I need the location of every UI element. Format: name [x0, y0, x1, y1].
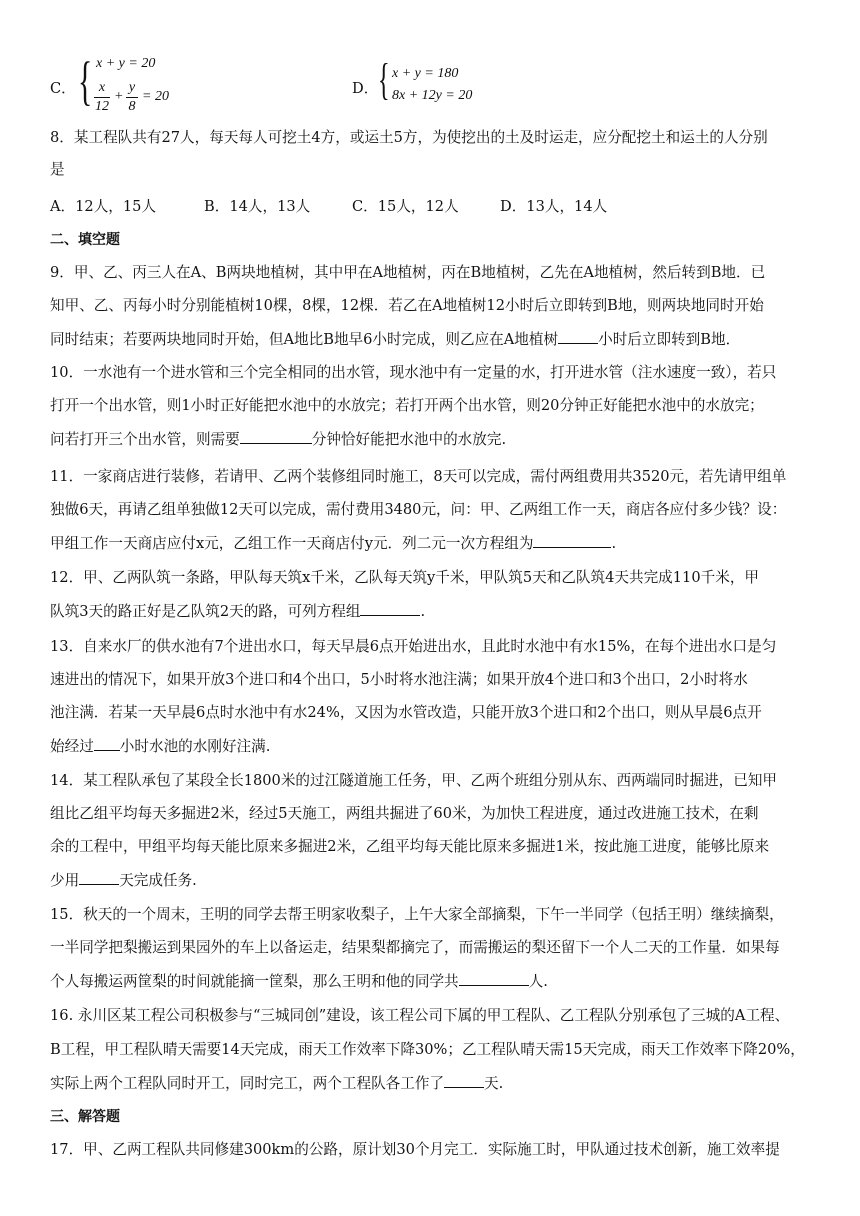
q10-line-1: 10．一水池有一个进水管和三个完全相同的出水管，现水池中有一定量的水，打开进水管（注水速度一致），若只	[50, 364, 777, 381]
q7-c-frac2-denominator: 8	[128, 99, 136, 114]
q11-answer-blank[interactable]	[533, 533, 611, 548]
q13-line-2: 速进出的情况下，如果开放3个进口和4个出口，5小时将水池注满；如果开放4个进口和3个出口，2小时将水	[50, 671, 748, 688]
q10-line-2: 打开一个出水管，则1小时正好能把水池中的水放完；若打开两个出水管，则20分钟正好能把水池中的水放完；	[50, 397, 764, 414]
q16-line-1: 16. 永川区某工程公司积极参与“三城同创”建设，该工程公司下属的甲工程队、乙工程队分别承包了三城的A工程、	[50, 1007, 790, 1024]
q7-c-frac1-numerator: x	[98, 80, 106, 95]
q14-line-4-tail: 天完成任务.	[119, 872, 197, 889]
q7-option-d-brace: {	[378, 55, 390, 104]
q14-line-4	[50, 870, 197, 891]
q8-line-2: 是	[50, 161, 65, 178]
q16-line-3-tail: 天.	[484, 1075, 504, 1092]
q7-option-c-plus: +	[114, 89, 124, 104]
q14-line-1: 14．某工程队承包了某段全长1800米的过江隧道施工任务，甲、乙两个班组分别从东、西两端同时掘进，已知甲	[50, 772, 778, 789]
q13-line-3: 池注满．若某一天早晨6点时水池中有水24%，又因为水管改造，只能开放3个进口和2个出口，则从早晨6点开	[50, 704, 762, 721]
q12-line-1: 12．甲、乙两队筑一条路，甲队每天筑x千米，乙队每天筑y千米，甲队筑5天和乙队筑4天共完成110千米，甲	[50, 569, 760, 586]
q7-option-c-equation-2-rhs: = 20	[142, 89, 169, 104]
q9-line-1: 9．甲、乙、丙三人在A、B两块地植树，其中甲在A地植树，丙在B地植树，乙先在A地植树，然后转到B地．已	[50, 264, 766, 281]
q13-line-4-tail: 小时水池的水刚好注满.	[119, 738, 271, 755]
q8-option-c: C．15人，12人	[352, 198, 459, 215]
q13-line-4-text: 始经过	[50, 738, 94, 755]
q7-c-frac1-denominator: 12	[95, 99, 109, 114]
q7-option-d-equation-2: 8x + 12y = 20	[392, 88, 473, 103]
q10-line-3-tail: 分钟恰好能把水池中的水放完.	[311, 431, 507, 448]
q7-option-c-label: C．	[50, 80, 76, 97]
section-answer-heading: 三、解答题	[50, 1109, 120, 1125]
q8-option-d: D．13人，14人	[500, 198, 608, 215]
q10-line-3	[50, 429, 506, 450]
q13-line-1: 13．自来水厂的供水池有7个进出水口，每天早晨6点开始进出水，且此时水池中有水15%，在每个进出水口是匀	[50, 638, 777, 655]
q16-line-3-text: 实际上两个工程队同时开工，同时完工，两个工程队各工作了	[50, 1075, 445, 1092]
q10-line-3-text: 问若打开三个出水管，则需要	[50, 431, 240, 448]
q9-line-3-tail: 小时后立即转到B地．	[598, 331, 741, 348]
q7-option-d-equation-1: x + y = 180	[392, 66, 459, 81]
q15-line-3-text: 个人每搬运两筐梨的时间就能摘一筐梨，那么王明和他的同学共	[50, 973, 459, 990]
q11-line-3-text: 甲组工作一天商店应付x元，乙组工作一天商店付y元．列二元一次方程组为	[50, 535, 534, 552]
q12-line-2-tail: .	[420, 603, 426, 620]
q15-line-2: 一半同学把梨搬运到果园外的车上以备运走，结果梨都摘完了，而需搬运的梨还留下一个人二天的工作量．如果每	[50, 939, 780, 956]
q7-c-frac2-numerator: y	[128, 80, 136, 95]
q9-line-3	[50, 329, 740, 350]
q8-option-b: B．14人，13人	[204, 198, 311, 215]
q14-line-4-text: 少用	[50, 872, 80, 889]
q8-option-a: A．12人，15人	[50, 198, 157, 215]
q11-line-3	[50, 533, 616, 554]
q14-line-2: 组比乙组平均每天多掘进2米，经过5天施工，两组共掘进了60米，为加快工程进度，通过改进施工技术，在剩	[50, 805, 759, 822]
q12-answer-blank[interactable]	[360, 601, 420, 616]
q15-line-1: 15．秋天的一个周末，王明的同学去帮王明家收梨子，上午大家全部摘梨，下午一半同学（包括王明）继续摘梨，	[50, 906, 784, 923]
q16-line-3	[50, 1073, 503, 1094]
q16-answer-blank[interactable]	[444, 1073, 484, 1088]
q11-line-1: 11．一家商店进行装修，若请甲、乙两个装修组同时施工，8天可以完成，需付两组费用共3520元，若先请甲组单	[50, 468, 787, 485]
q7-option-c-fraction-1	[94, 80, 110, 115]
q11-line-3-tail: .	[611, 535, 617, 552]
q7-option-c-equation-1: x + y = 20	[96, 56, 156, 71]
q7-option-c-fraction-2	[126, 80, 138, 115]
q7-option-c-brace: {	[78, 51, 93, 111]
q13-answer-blank[interactable]	[94, 736, 120, 751]
q14-answer-blank[interactable]	[79, 870, 119, 885]
q12-line-2-text: 队筑3天的路正好是乙队筑2天的路，可列方程组	[50, 603, 361, 620]
q15-line-3-tail: 人.	[528, 973, 548, 990]
q15-line-3	[50, 971, 548, 992]
q16-line-2: B工程，甲工程队晴天需要14天完成，雨天工作效率下降30%；乙工程队晴天需15天完成，雨天工作效率下降20%，	[50, 1041, 805, 1058]
q15-answer-blank[interactable]	[459, 971, 529, 986]
q8-line-1: 8．某工程队共有27人，每天每人可挖土4方，或运土5方，为使挖出的土及时运走，应分配挖土和运土的人分别	[50, 129, 768, 146]
section-fill-in-heading: 二、填空题	[50, 232, 120, 248]
q9-answer-blank[interactable]	[558, 329, 598, 344]
q9-line-2: 知甲、乙、丙每小时分别能植树10棵，8棵，12棵．若乙在A地植树12小时后立即转到B地，则两块地同时开始	[50, 297, 764, 314]
q13-line-4	[50, 736, 270, 757]
q7-option-d-label: D．	[352, 80, 379, 97]
q12-line-2	[50, 601, 425, 622]
q9-line-3-text: 同时结束；若要两块地同时开始，但A地比B地早6小时完成，则乙应在A地植树	[50, 331, 559, 348]
q14-line-3: 余的工程中，甲组平均每天能比原来多掘进2米，乙组平均每天能比原来多掘进1米，按此施工进度，能够比原来	[50, 838, 770, 855]
q17-line-1: 17．甲、乙两工程队共同修建300km的公路，原计划30个月完工．实际施工时，甲队通过技术创新，施工效率提	[50, 1141, 780, 1158]
q11-line-2: 独做6天，再请乙组单独做12天可以完成，需付费用3480元，问：甲、乙两组工作一天，商店各应付多少钱？设：	[50, 501, 787, 518]
q10-answer-blank[interactable]	[240, 429, 312, 444]
